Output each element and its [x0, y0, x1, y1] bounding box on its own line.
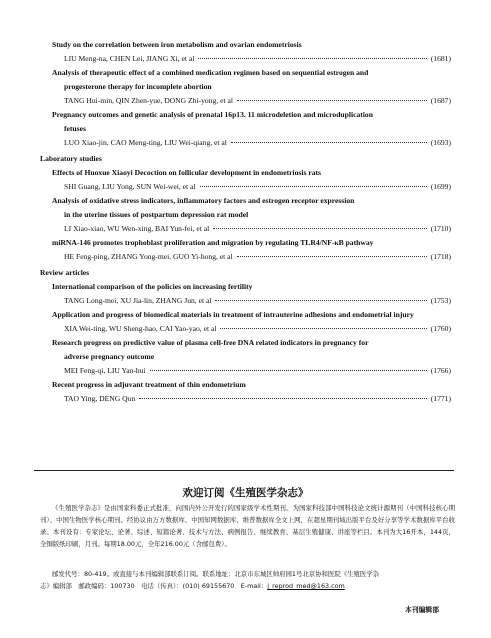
- article-authors: MEI Feng-qi, LIU Yan-hui: [64, 366, 146, 375]
- notice-contact-text: 志》编辑部 邮政编码：100730 电话（传真）：(010) 69155670 E-mail：: [40, 582, 268, 590]
- divider-rule: [34, 470, 454, 471]
- leader-dots: [200, 185, 427, 187]
- article-page: (1687): [430, 96, 451, 105]
- article-page: (1766): [430, 366, 451, 375]
- article-authors: LI Xiao-xiao, WU Wen-xing, BAI Yun-fei, et al: [64, 224, 210, 233]
- leader-dots: [150, 369, 427, 371]
- section-heading: Review articles: [40, 268, 90, 277]
- article-title-continued: in the uterine tissues of postpartum depression rat model: [64, 210, 249, 219]
- leader-dots: [220, 327, 426, 329]
- leader-dots: [237, 99, 427, 101]
- article-title-continued: progesterone therapy for incomplete abortion: [64, 82, 212, 91]
- article-title: Pregnancy outcomes and genetic analysis of prenatal 16p13. 11 microdeletion and microduplication: [52, 110, 373, 119]
- article-title: Application and progress of biomedical materials in treatment of intrauterine adhesions and endometrial injury: [52, 310, 414, 319]
- article-byline: [64, 296, 451, 306]
- leader-dots: [215, 299, 426, 301]
- leader-dots: [198, 57, 426, 59]
- notice-contact-line: 邮发代号：80-419。或直接与本刊编辑部联系订阅。联系地址：北京市东城区帅府园1号北京协和医院《生殖医学杂: [52, 570, 380, 578]
- article-byline: [64, 394, 451, 404]
- article-byline: [64, 54, 451, 64]
- article-page: (1771): [430, 394, 451, 403]
- article-authors: XIA Wei-ting, WU Sheng-hao, CAI Yao-yao, et al: [64, 324, 217, 333]
- leader-dots: [237, 255, 427, 257]
- article-authors: HE Feng-ping, ZHANG Yong-mei, GUO Yi-hong, et al: [64, 252, 233, 261]
- article-title: Research progress on predictive value of plasma cell-free DNA related indicators in pregnancy for: [52, 338, 369, 347]
- notice-title: 欢迎订阅《生殖医学杂志》: [182, 487, 309, 499]
- article-title: Analysis of therapeutic effect of a combined medication regimen based on sequential estrogen and: [52, 68, 369, 77]
- article-byline: [64, 324, 451, 334]
- article-authors: TANG Long-mei, XU Jia-lin, ZHANG Jun, et al: [64, 296, 212, 305]
- article-authors: LIU Meng-na, CHEN Lei, JIANG Xi, et al: [64, 54, 195, 63]
- article-byline: [64, 252, 451, 262]
- article-byline: [64, 366, 451, 376]
- article-title: Effects of Huoxue Xiaoyi Decoction on follicular development in endometriosis rats: [52, 168, 321, 177]
- leader-dots: [139, 397, 427, 399]
- notice-contact-line-2: [40, 580, 455, 592]
- article-authors: TANG Hui-min, QIN Zhen-yue, DONG Zhi-yong, et al: [64, 96, 233, 105]
- article-page: (1718): [430, 252, 451, 261]
- article-byline: [64, 96, 451, 106]
- article-page: (1760): [430, 324, 451, 333]
- section-heading: Laboratory studies: [40, 154, 102, 163]
- notice-email[interactable]: j_reprod_med@163.com: [267, 582, 345, 590]
- article-byline: [64, 138, 451, 148]
- article-title: International comparison of the policies on increasing fertility: [52, 282, 253, 291]
- article-title-continued: fetuses: [64, 124, 86, 133]
- article-title: miRNA-146 promotes trophoblast proliferation and migration by regulating TLR4/NF-κB pathway: [52, 238, 374, 247]
- editorial-office-signature: 本刊编辑部: [405, 606, 439, 614]
- article-title: Study on the correlation between iron metabolism and ovarian endometriosis: [52, 40, 302, 49]
- leader-dots: [231, 141, 427, 143]
- article-byline: [64, 224, 451, 234]
- article-byline: [64, 182, 451, 192]
- article-authors: LUO Xiao-jin, CAO Meng-ting, LIU Wei-qiang, et al: [64, 138, 227, 147]
- article-title-continued: adverse pregnancy outcome: [64, 352, 155, 361]
- article-page: (1753): [430, 296, 451, 305]
- article-page: (1710): [430, 224, 451, 233]
- leader-dots: [213, 227, 427, 229]
- article-title: Analysis of oxidative stress indicators, inflammatory factors and estrogen receptor expression: [52, 196, 355, 205]
- notice-paragraph: 《生殖医学杂志》是由国家科委正式批准，向国内外公开发行的国家级学术性期刊。为国家科技部中国科技论文统计源期刊（中国科技核心期刊）、中国生物医学核心期刊。经协议由万方数据库、中国知网数据库、维普数据库全文上网，在超星期刊域出版平台及好分享等学术数据库平台收录。本刊设有：专家论坛、论著、综述、短篇论著、技术与方法、病例报告、继续教育、基层生殖健康、讲座等栏目。本刊为大16开本，144页，全铜版纸印刷，月刊。每期18.00元，全年216.00元（含邮包费）。: [40, 504, 455, 548]
- article-page: (1693): [430, 138, 451, 147]
- article-title: Recent progress in adjuvant treatment of thin endometrium: [52, 380, 246, 389]
- article-page: (1699): [430, 182, 451, 191]
- article-authors: SHI Guang, LIU Yong, SUN Wei-wei, et al: [64, 182, 196, 191]
- article-page: (1681): [430, 54, 451, 63]
- article-authors: TAO Ying, DENG Qun: [64, 394, 136, 403]
